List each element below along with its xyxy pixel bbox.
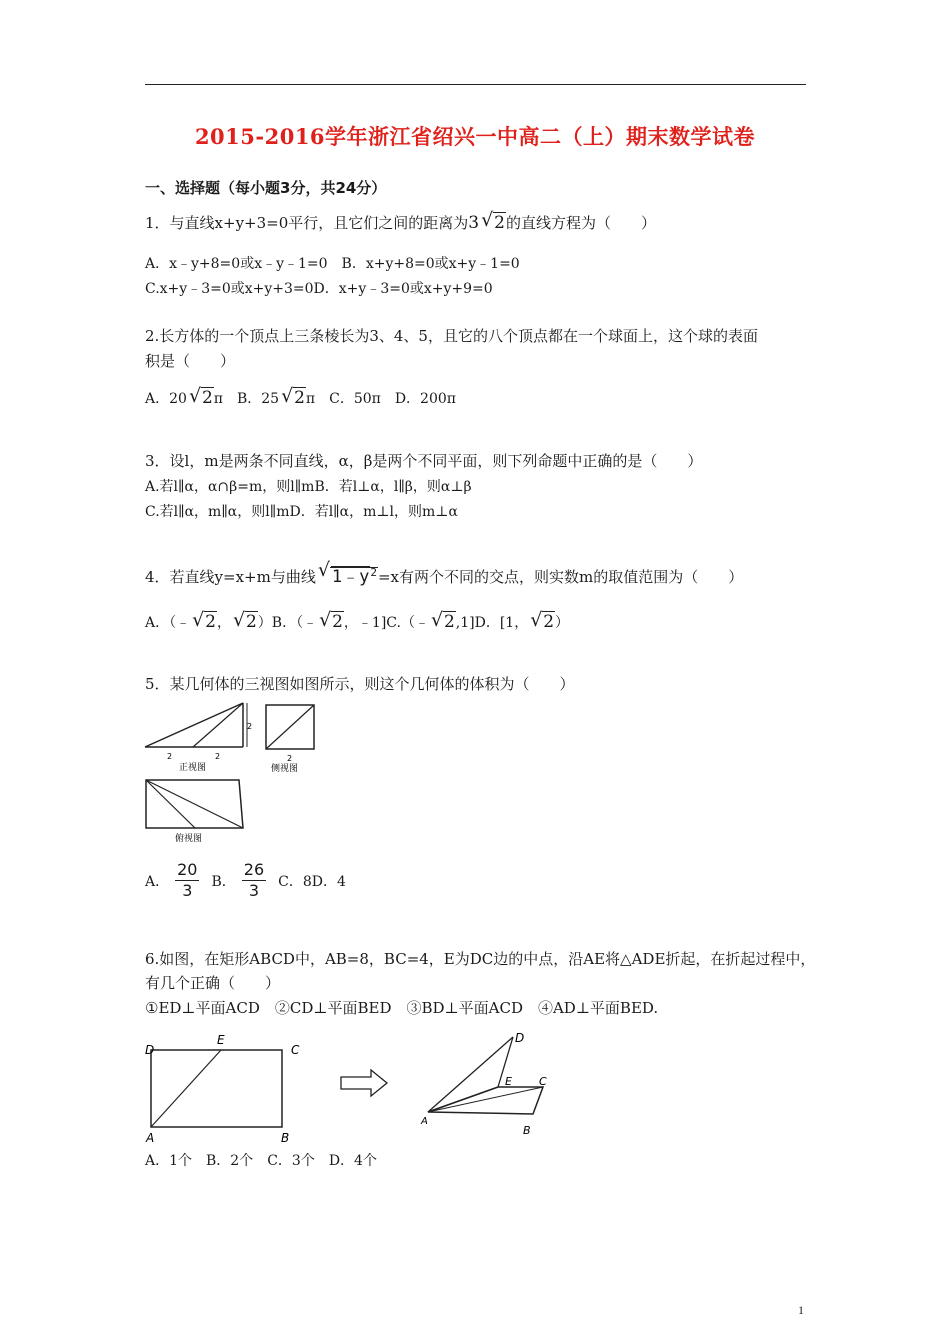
three-view-figure <box>143 700 318 845</box>
svg-text:E: E <box>217 1033 225 1047</box>
question-5-options: A． $\frac{20}{3}$ B． $\frac{26}{3}$ C．8D．4 <box>145 860 346 900</box>
svg-text:2: 2 <box>287 754 293 763</box>
rectangle-abcd <box>145 1033 300 1145</box>
top-view <box>146 780 243 844</box>
sqrt-symbol: √ $1﹣y^2$ <box>318 562 378 588</box>
svg-text:D: D <box>515 1031 525 1045</box>
svg-text:C: C <box>539 1075 547 1088</box>
question-3-options-row2: C.若l∥α，m∥α，则l∥mD．若l∥α，m⊥l，则m⊥α <box>145 504 458 520</box>
svg-text:A: A <box>146 1131 155 1145</box>
sqrt-symbol: √ 2 <box>189 388 214 408</box>
sqrt-symbol: √ 2 <box>319 612 344 632</box>
fraction-20-3: $\frac{20}{3}$ <box>177 860 198 900</box>
sqrt-symbol: √ 2 <box>481 212 506 234</box>
section-heading: 一、选择题（每小题3分，共24分） <box>145 179 387 197</box>
sqrt-symbol: √ 2 <box>530 612 555 632</box>
question-4-stem: 4．若直线y=x+m与曲线√ $1﹣y^2=x$有两个不同的交点，则实数m的取值范围为（ ） <box>145 562 743 588</box>
svg-text:C: C <box>291 1043 300 1057</box>
svg-text:B: B <box>523 1124 531 1137</box>
question-2-stem-line1: 2.长方体的一个顶点上三条棱长为3、4、5，且它的八个顶点都在一个球面上，这个球的表面 <box>145 327 758 345</box>
svg-text:E: E <box>505 1075 512 1088</box>
svg-text:D: D <box>145 1043 155 1057</box>
svg-text:2: 2 <box>247 722 253 731</box>
header-rule <box>145 84 806 85</box>
page-number: 1 <box>798 1303 804 1317</box>
question-1-options-row2: C.x+y﹣3=0或x+y+3=0D．x+y﹣3=0或x+y+9=0 <box>145 281 493 297</box>
question-6-statements: ①ED⊥平面ACD ②CD⊥平面BED ③BD⊥平面ACD ④AD⊥平面BED. <box>145 999 659 1017</box>
question-6-stem-line1: 6.如图，在矩形ABCD中，AB=8，BC=4，E为DC边的中点，沿AE将△ADE折起，在折起过程中， <box>145 950 816 968</box>
question-6-options: A．1个 B．2个 C．3个 D．4个 <box>145 1153 377 1169</box>
front-view-label: 正视图 <box>179 763 207 773</box>
top-view-label: 俯视图 <box>175 834 203 844</box>
question-3-options-row1: A.若l∥α，α∩β=m，则l∥mB．若l⊥α，l∥β，则α⊥β <box>145 479 472 495</box>
sqrt-symbol: √ 2 <box>431 612 456 632</box>
question-1-stem: 1．与直线x+y+3=0平行，且它们之间的距离为3√ 2的直线方程为（ ） <box>145 212 656 234</box>
svg-text:2: 2 <box>167 752 173 761</box>
folded-figure <box>420 1031 547 1137</box>
side-view <box>266 705 314 774</box>
front-view <box>145 703 252 773</box>
question-5-stem: 5．某几何体的三视图如图所示，则这个几何体的体积为（ ） <box>145 675 575 693</box>
q1-coef: 3 <box>468 213 480 233</box>
question-3-stem: 3．设l，m是两条不同直线，α，β是两个不同平面，则下列命题中正确的是（ ） <box>145 452 703 470</box>
question-1-options-row1: A．x﹣y+8=0或x﹣y﹣1=0 B．x+y+8=0或x+y﹣1=0 <box>145 256 520 272</box>
svg-text:B: B <box>281 1131 290 1145</box>
svg-text:2: 2 <box>215 752 221 761</box>
sqrt-symbol: √ 2 <box>281 388 306 408</box>
folding-figure <box>143 1030 553 1145</box>
sqrt-symbol: √ 2 <box>233 612 258 632</box>
question-6-stem-line2: 有几个正确（ ） <box>145 974 281 992</box>
question-2-stem-line2: 积是（ ） <box>145 352 236 370</box>
sqrt-symbol: √ 2 <box>192 612 217 632</box>
fraction-26-3: $\frac{26}{3}$ <box>243 860 265 900</box>
side-view-label: 侧视图 <box>271 764 299 774</box>
question-2-options: A．20√ 2π B．25√ 2π C．50π D．200π <box>145 388 456 408</box>
question-4-options: A．（﹣√ 2，√ 2）B．（﹣√ 2，﹣1]C.（﹣√ 2,1]D．[1，√ 2） <box>145 612 569 632</box>
page-title: 2015-2016学年浙江省绍兴一中高二（上）期末数学试卷 <box>194 124 756 149</box>
arrow-right-icon <box>341 1070 387 1096</box>
svg-text:A: A <box>421 1116 428 1127</box>
